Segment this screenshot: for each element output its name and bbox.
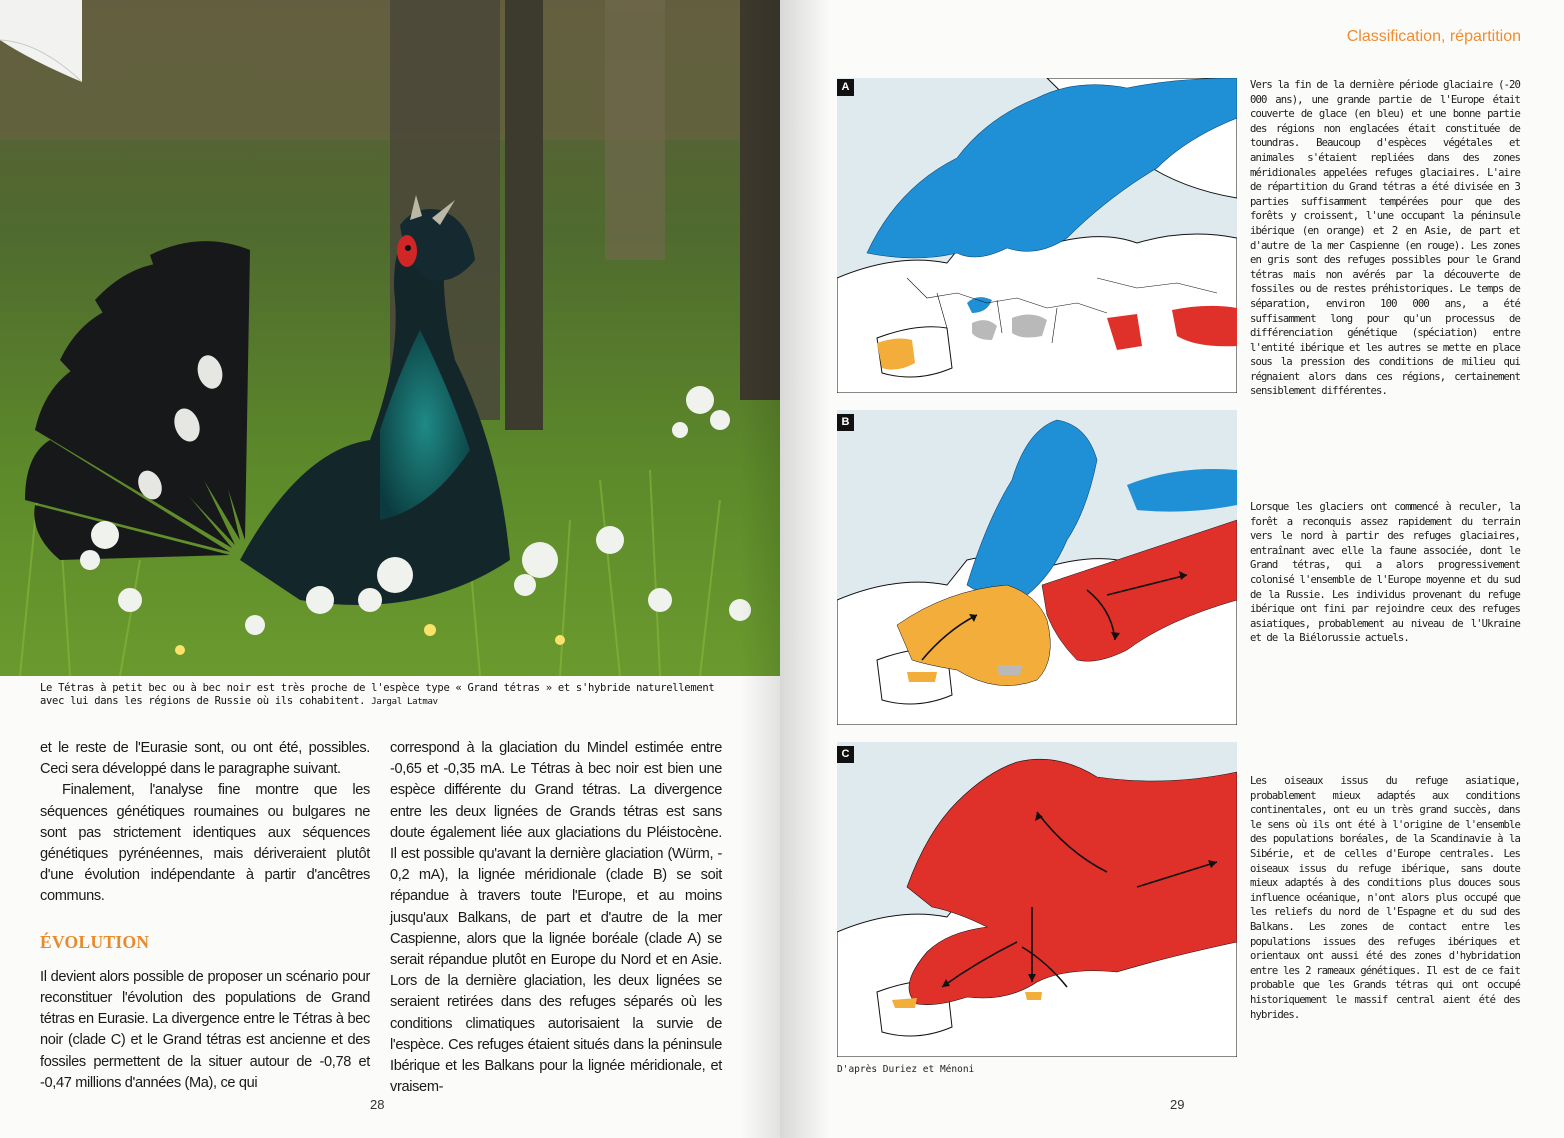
section-heading: ÉVOLUTION — [40, 931, 150, 952]
capercaillie-photo — [0, 0, 780, 676]
text-column-1 — [40, 738, 370, 1094]
map-b-description: Lorsque les glaciers ont commencé à reculer, la forêt a reconquis assez rapidement du terrain vers le nord à partir des refuges glaciaires, entraînant avec elle la faune associée, dont le Grand tétras, qui a alors progressivement colonisé l'ensemble de l'Europe moyenne et du sud de la Russie. Les individus provenant du refuge ibérique ont fini par rejoindre ceux des refuges asiatiques, probablement au niveau de l'Ukraine et de la Biélorussie actuels. — [1250, 501, 1520, 645]
map-letter-a: A — [837, 79, 854, 96]
map-a — [837, 78, 1237, 393]
page-number: 28 — [370, 1097, 385, 1112]
map-letter-b: B — [837, 414, 854, 431]
map-c-graphic — [837, 742, 1237, 1057]
page-number: 29 — [1170, 1097, 1185, 1112]
running-head: Classification, répartition — [1346, 28, 1521, 45]
map-letter-c: C — [837, 746, 854, 763]
map-c — [837, 742, 1237, 1057]
left-page — [0, 0, 780, 1138]
paragraph: et le reste de l'Eurasie sont, ou ont été, possibles. Ceci sera développé dans le paragraphe suivant. — [40, 740, 370, 778]
map-source: D'après Duriez et Ménoni — [837, 1064, 975, 1075]
gutter-shadow — [740, 0, 780, 1138]
text-column-2 — [390, 738, 722, 1098]
page-curl-icon — [0, 0, 82, 82]
paragraph: correspond à la glaciation du Mindel estimée entre -0,65 et -0,35 mA. Le Tétras à bec noir est bien une espèce différente du Grand tétras. La divergence entre les deux lignées de Grands tétras est sans doute également liée aux glaciations du Pléistocène. Il est possible qu'avant la dernière glaciation (Würm, - 0,2 mA), la lignée méridionale (clade B) se soit répandue à travers toute l'Europe, et au moins jusqu'aux Balkans, de part et d'autre de la mer Caspienne, alors que la lignée boréale (clade A) se serait répandue plutôt en Europe du Nord et en Asie. Lors de la dernière glaciation, les deux lignées se seraient retirées dans des refuges séparés où les conditions climatiques autorisaient la survie de l'espèce. Ces refuges étaient situés dans la péninsule Ibérique et les Balkans pour la lignée méridionale, et vraisem- — [390, 740, 722, 1096]
caption-text: Le Tétras à petit bec ou à bec noir est très proche de l'espèce type « Grand tétras » et s'hybride naturellement avec lui dans les régions de Russie où ils cohabitent. — [40, 682, 715, 707]
gutter-shadow — [780, 0, 830, 1138]
photo-caption — [40, 682, 740, 709]
map-c-description: Les oiseaux issus du refuge asiatique, probablement mieux adaptés aux conditions continentales, ont eu un très grand succès, dans le sens où ils ont été à l'origine de l'ensemble des populations boréales, de la Scandinavie à la Sibérie, et de celles d'Europe centrales. Les oiseaux issus du refuge ibérique, sans doute mieux adaptés à des conditions plus douces sous influence océanique, n'ont alors plus occupé que les reliefs du nord de l'Espagne et du sud des Balkans. Les zones de contact entre les populations issues des refuges ibériques et orientaux ont aussi été des zones d'hybridation entre les 2 rameaux génétiques. Il est de ce fait probable que les Grands tétras qui ont occupé historiquement le massif central aient été des hybrides. — [1250, 775, 1520, 1021]
paragraph: Finalement, l'analyse fine montre que les séquences génétiques roumaines ou bulgares ne sont pas strictement identiques aux séquences génétiques pyrénéennes, mais dériveraient plutôt d'une évolution indépendante à partir d'ancêtres communs. — [40, 782, 370, 905]
photo-credit: Jargal Latmav — [371, 697, 438, 707]
right-page — [780, 0, 1564, 1138]
map-b — [837, 410, 1237, 725]
map-a-graphic — [837, 78, 1237, 393]
map-b-graphic — [837, 410, 1237, 725]
map-a-description: Vers la fin de la dernière période glaciaire (-20 000 ans), une grande partie de l'Europe était couverte de glace (en bleu) et une bonne partie des régions non englacées était constituée de toundras. Beaucoup d'espèces végétales et animales s'étaient repliées dans des zones méridionales appelées refuges glaciaires. L'aire de répartition du Grand tétras a été divisée en 3 parties suffisamment tempérées pour que des forêts y croissent, l'une occupant la péninsule ibérique (en orange) et 2 en Asie, de part et d'autre de la mer Caspienne (en rouge). Les zones en gris sont des refuges possibles pour le Grand tétras mais non avérés par la découverte de fossiles ou de restes préhistoriques. Le temps de séparation, environ 100 000 ans, a été suffisamment long pour qu'un processus de différenciation génétique (spéciation) entre l'entité ibérique et les autres se mette en place sous la pression des conditions de milieu qui régnaient alors dans ces régions, certainement sensiblement différentes. — [1250, 79, 1520, 398]
paragraph: Il devient alors possible de proposer un scénario pour reconstituer l'évolution des populations de Grand tétras en Eurasie. La divergence entre le Tétras à bec noir (clade C) et le Grand tétras est ancienne et des fossiles permettent de la situer autour de -0,78 et -0,47 millions d'années (Ma), ce qui — [40, 968, 370, 1091]
